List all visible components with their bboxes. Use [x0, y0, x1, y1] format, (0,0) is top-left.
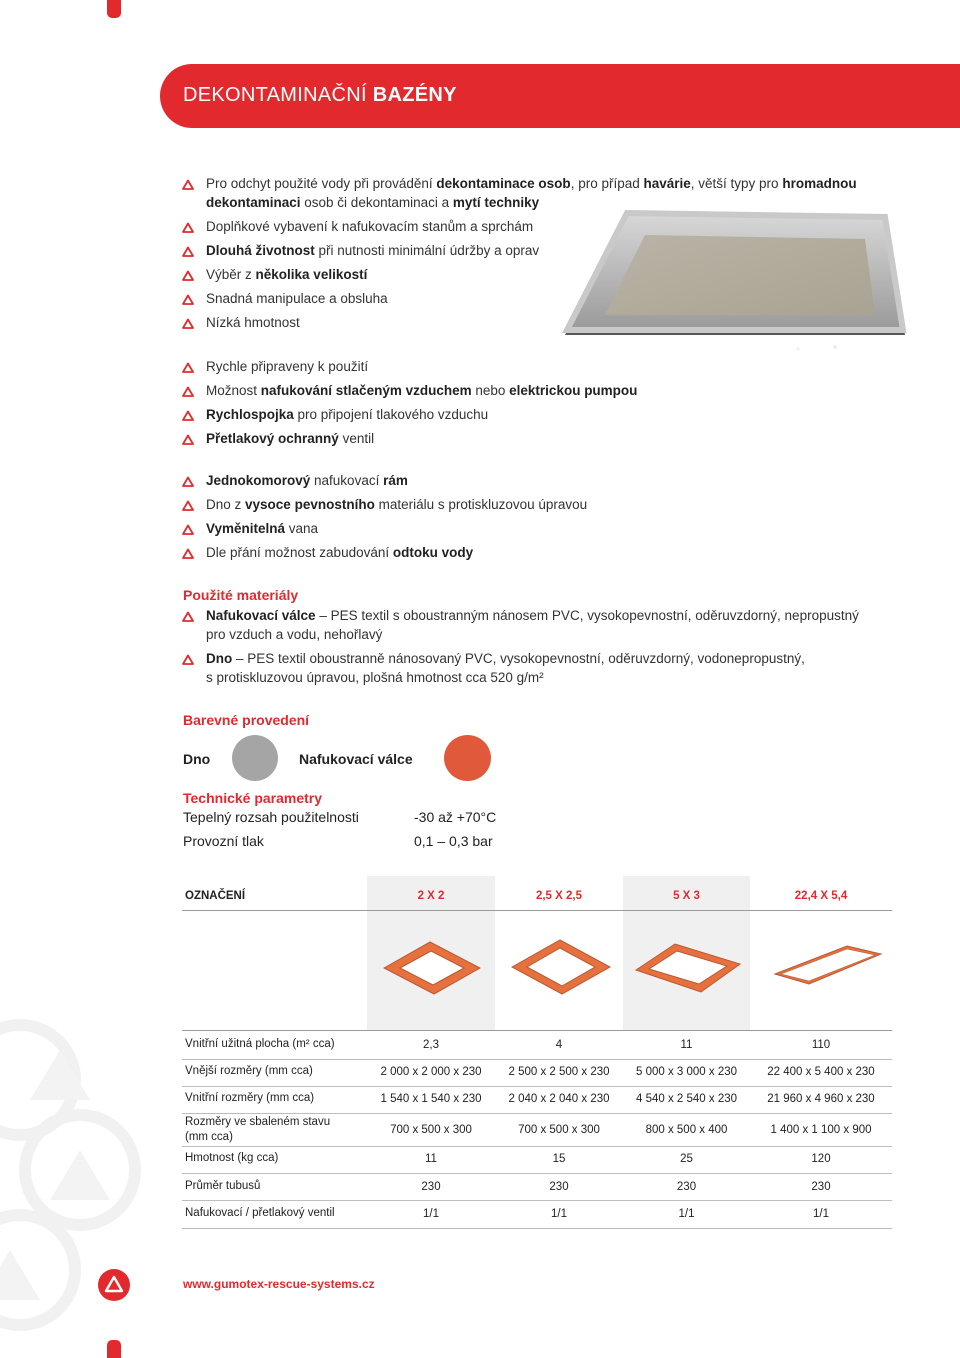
material-item-continuation: s protiskluzovou úpravou, plošná hmotnost cca 520 g/m² [206, 670, 544, 685]
feature-bullet: Vyměnitelná vana [206, 521, 319, 536]
table-cell: 2,3 [423, 1039, 439, 1051]
logo-triangle-icon [98, 1269, 130, 1301]
table-column-header: 2,5 X 2,5 [535, 890, 583, 902]
table-body-top-divider [182, 1030, 892, 1031]
feature-bullet: Jednokomorový nafukovací rám [206, 473, 408, 488]
background-pattern [0, 1010, 170, 1340]
table-cell: 25 [680, 1153, 693, 1165]
table-cell: 1 400 x 1 100 x 900 [770, 1124, 872, 1136]
page-title: DEKONTAMINAČNÍ BAZÉNY [183, 84, 457, 106]
warning-triangle-icon [182, 294, 194, 305]
warning-triangle-icon [182, 386, 194, 397]
table-cell: 15 [552, 1153, 566, 1165]
table-cell: 230 [421, 1181, 441, 1193]
warning-triangle-icon [182, 524, 194, 535]
warning-triangle-icon [182, 548, 194, 559]
feature-bullet: Nízká hmotnost [206, 315, 300, 330]
table-row-divider [182, 1059, 892, 1060]
table-row-divider [182, 1228, 892, 1229]
table-row-label: Průměr tubusů [185, 1180, 261, 1192]
table-cell: 230 [676, 1181, 697, 1193]
colors-heading: Barevné provedení [183, 712, 310, 728]
table-cell: 1 540 x 1 540 x 230 [380, 1093, 482, 1105]
table-cell: 1/1 [813, 1208, 829, 1220]
feature-bullet: Výběr z několika velikostí [206, 267, 368, 282]
tech-value: 0,1 – 0,3 bar [414, 833, 493, 849]
page-tab-top [107, 0, 121, 18]
feature-bullet: Dno z vysoce pevnostního materiálu s protiskluzovou úpravou [206, 497, 588, 512]
warning-triangle-icon [182, 434, 194, 445]
table-column-header: 2 X 2 [417, 890, 445, 902]
table-cell: 2 040 x 2 040 x 230 [508, 1093, 610, 1105]
materials-heading: Použité materiály [183, 587, 299, 603]
table-row-label: Rozměry ve sbaleném stavu [185, 1116, 331, 1128]
table-row-divider [182, 1086, 892, 1087]
warning-triangle-icon [182, 654, 194, 665]
table-row-divider [182, 1200, 892, 1201]
feature-bullet-continuation: dekontaminaci osob či dekontaminaci a mytí techniky [206, 195, 540, 210]
warning-triangle-icon [182, 246, 194, 257]
pool-diagram-2-5x2-5 [508, 936, 614, 998]
page-tab-bottom [107, 1340, 121, 1358]
feature-bullet: Snadná manipulace a obsluha [206, 291, 388, 306]
material-item: Nafukovací válce – PES textil s oboustranným nánosem PVC, vysokopevnostní, oděruvzdorný, nepropustný [206, 608, 859, 623]
table-header-divider [182, 910, 892, 911]
table-column-header: 5 X 3 [673, 890, 700, 902]
pool-diagram-22-4x5-4 [773, 940, 883, 990]
tube-color-swatch [444, 735, 491, 781]
floor-color-swatch [232, 735, 278, 781]
table-cell: 21 960 x 4 960 x 230 [767, 1093, 875, 1105]
feature-bullet: Rychlospojka pro připojení tlakového vzduchu [206, 407, 489, 422]
table-row-label: Hmotnost (kg cca) [185, 1152, 279, 1164]
table-cell: 2 500 x 2 500 x 230 [508, 1066, 610, 1078]
table-cell: 700 x 500 x 300 [518, 1124, 600, 1136]
pool-product-image [555, 205, 925, 365]
table-cell: 120 [811, 1153, 831, 1165]
table-row-label: Vnější rozměry (mm cca) [185, 1065, 313, 1077]
warning-triangle-icon [182, 476, 194, 487]
table-row-divider [182, 1146, 892, 1147]
table-cell: 1/1 [551, 1208, 567, 1220]
table-cell: 4 540 x 2 540 x 230 [635, 1093, 738, 1105]
warning-triangle-icon [182, 222, 194, 233]
feature-bullet: Doplňkové vybavení k nafukovacím stanům a sprchám [206, 219, 534, 234]
table-cell: 5 000 x 3 000 x 230 [635, 1066, 738, 1078]
table-column-header: 22,4 X 5,4 [794, 890, 848, 902]
table-cell: 1/1 [678, 1208, 695, 1220]
table-row-label: Nafukovací / přetlakový ventil [185, 1207, 335, 1219]
tech-value: -30 až +70°C [414, 809, 497, 825]
table-cell: 11 [425, 1153, 437, 1165]
table-row-label: Vnitřní rozměry (mm cca) [185, 1092, 315, 1104]
table-cell: 1/1 [423, 1208, 439, 1220]
table-cell: 800 x 500 x 400 [645, 1124, 728, 1136]
table-row-label: Vnitřní užitná plocha (m² cca) [185, 1038, 335, 1050]
material-item-continuation: pro vzduch a vodu, nehořlavý [206, 627, 383, 642]
table-row-divider [182, 1113, 892, 1114]
pool-diagram-2x2 [380, 938, 484, 998]
table-cell: 22 400 x 5 400 x 230 [767, 1066, 875, 1078]
warning-triangle-icon [182, 611, 194, 622]
warning-triangle-icon [182, 362, 194, 373]
tech-label: Provozní tlak [183, 833, 264, 849]
feature-bullet: Dlouhá životnost při nutnosti minimální údržby a oprav [206, 243, 540, 258]
footer-website-link[interactable]: www.gumotex-rescue-systems.cz [183, 1277, 375, 1291]
pool-diagram-5x3 [633, 938, 743, 998]
warning-triangle-icon [182, 500, 194, 511]
table-header-label: OZNAČENÍ [185, 890, 246, 902]
warning-triangle-icon [182, 318, 194, 329]
table-cell: 230 [811, 1181, 831, 1193]
floor-color-label: Dno [183, 751, 211, 767]
warning-triangle-icon [182, 179, 194, 190]
table-cell: 11 [680, 1039, 693, 1051]
tube-color-label: Nafukovací válce [299, 751, 413, 767]
table-cell: 110 [811, 1039, 831, 1051]
feature-bullet: Možnost nafukování stlačeným vzduchem nebo elektrickou pumpou [206, 383, 638, 398]
warning-triangle-icon [182, 270, 194, 281]
tech-label: Tepelný rozsah použitelnosti [183, 809, 359, 825]
feature-bullet: Dle přání možnost zabudování odtoku vody [206, 545, 474, 560]
warning-triangle-icon [182, 410, 194, 421]
table-cell: 700 x 500 x 300 [390, 1124, 472, 1136]
table-cell: 2 000 x 2 000 x 230 [380, 1066, 482, 1078]
feature-bullet: Přetlakový ochranný ventil [206, 431, 375, 446]
table-row-divider [182, 1173, 892, 1174]
table-cell: 4 [555, 1039, 563, 1051]
table-row-label-continuation: (mm cca) [185, 1131, 233, 1143]
table-cell: 230 [549, 1181, 569, 1193]
tech-heading: Technické parametry [183, 790, 323, 806]
material-item: Dno – PES textil oboustranně nánosovaný PVC, vysokopevnostní, oděruvzdorný, vodonepropustný, [206, 651, 805, 666]
feature-bullet: Rychle připraveny k použití [206, 359, 369, 374]
feature-bullet: Pro odchyt použité vody při provádění dekontaminace osob, pro případ havárie, větší typy pro hromadnou [206, 176, 857, 191]
